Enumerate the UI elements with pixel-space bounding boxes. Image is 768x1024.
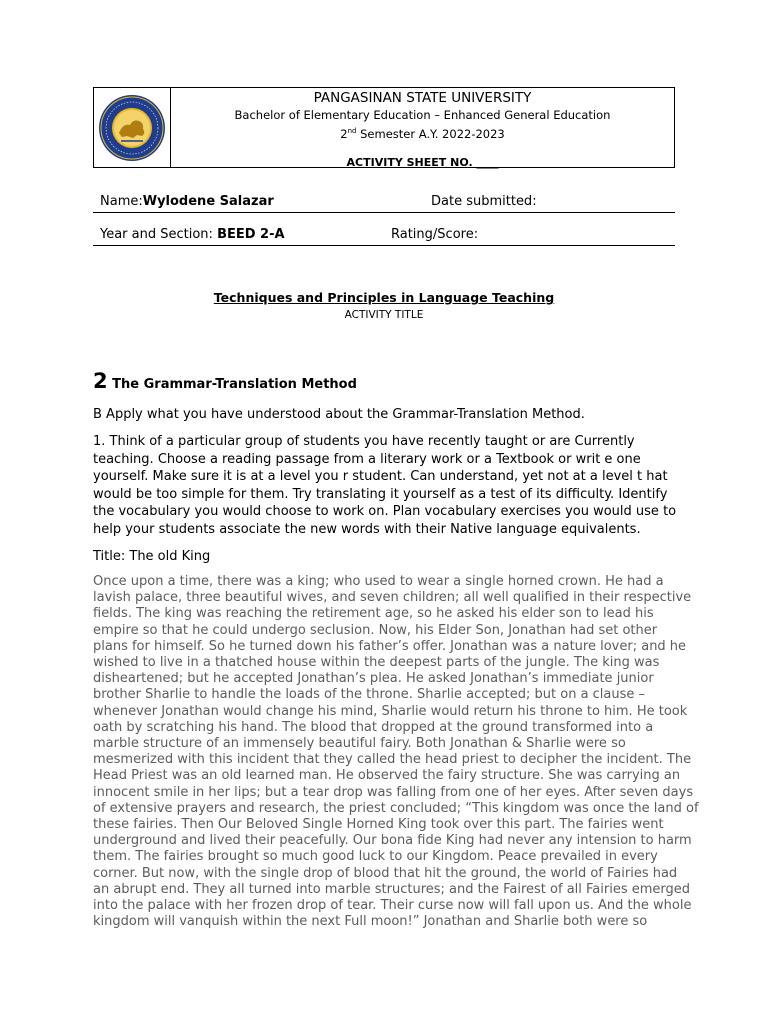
semester-line [171, 123, 674, 142]
year-value: BEED 2-A [217, 227, 285, 242]
header-text [171, 88, 674, 167]
story-line: them. The fairies brought so much good luck to our Kingdom. Peace prevailed in every [93, 849, 658, 865]
story-line: plans for himself. So he turned down his father’s offer. Jonathan was a nature lover; and he [93, 638, 687, 654]
instruction-item-1: 1. Think of a particular group of students you have recently taught or are Currently teaching. Choose a reading passage from a literary work or a Textbook or writ e one yourself. Make sure it is at a level you r student. Can understand, yet not at a level t hat would be too simple for them. Try translating it yourself as a test of its difficulty. Identify the vocabulary you would choose to work on. Plan vocabulary exercises you would use to help your students associate the new words with their Native language equivalents. [93, 434, 677, 537]
story-title: Title: The old King [93, 549, 211, 564]
story-line: an abrupt end. They all turned into marble structures; and the Fairest of all Fairies emerged [93, 881, 691, 897]
semester-suffix: nd [347, 127, 357, 135]
logo-cell [94, 88, 171, 167]
semester-number: 2 [340, 126, 348, 141]
apply-instruction: B Apply what you have understood about the Grammar-Translation Method. [93, 407, 585, 422]
section-number: 2 [93, 369, 108, 393]
header-table [93, 87, 675, 168]
date-submitted-label: Date submitted: [431, 194, 537, 209]
story-line: disheartened; but he accepted Jonathan’s plea. He asked Jonathan’s immediate junior [93, 671, 654, 687]
story-line: Once upon a time, there was a king; who used to wear a single horned crown. He had a [93, 574, 664, 589]
activity-title-label: ACTIVITY TITLE [344, 309, 424, 321]
name-label: Name: [100, 194, 143, 209]
story-line: empire so that he could undergo seclusion. Now, his Elder Son, Jonathan had set other [93, 622, 658, 638]
story-line: wished to live in a thatched house within the deepest parts of the jungle. The king was [93, 655, 660, 671]
year-row [93, 222, 675, 246]
university-name: PANGASINAN STATE UNIVERSITY [313, 90, 532, 106]
university-seal-icon [97, 93, 167, 163]
course-title: Techniques and Principles in Language Teaching [213, 290, 555, 305]
semester-text: Semester A.Y. 2022-2023 [356, 126, 505, 141]
story-body [93, 574, 699, 930]
story-line: oath by scratching his hand. The blood that dropped at the ground transformed into a [93, 719, 654, 735]
story-line: kingdom will vanquish within the next Full moon!” Jonathan and Sharlie both were so [93, 914, 648, 930]
story-line: underground and lived their peacefully. Our bona fide King had never any intension to harm [93, 833, 692, 849]
story-line: of extensive prayers and research, the priest concluded; “This kingdom was once the land of [93, 800, 699, 816]
year-field [100, 227, 285, 242]
story-line: mesmerized with this incident that they called the head priest to decipher the incident. The [93, 752, 692, 768]
story-line: fields. The king was reaching the retirement age, so he asked his elder son to lead his [93, 606, 654, 622]
activity-sheet-number: ACTIVITY SHEET NO. ____ [346, 155, 499, 169]
story-line: into the palace with her frozen drop of tear. Their curse now will fall upon us. And the whole [93, 898, 692, 914]
story-line: innocent smile in her lips; but a tear drop was falling from one of her eyes. After seven days [93, 784, 694, 800]
section-title: The Grammar-Translation Method [107, 377, 357, 392]
name-field [100, 194, 274, 209]
year-label: Year and Section: [100, 227, 218, 242]
story-line: Head Priest was an old learned man. He observed the fairy structure. She was carrying an [93, 768, 681, 784]
rating-label: Rating/Score: [391, 227, 479, 242]
section-heading [93, 369, 357, 393]
name-value: Wylodene Salazar [142, 194, 274, 209]
name-row [93, 189, 675, 213]
story-line: corner. But now, with the single drop of blood that hit the ground, the world of Fairies had [93, 865, 678, 881]
story-line: brother Sharlie to handle the loads of the throne. Sharlie accepted; but on a clause – [93, 687, 646, 703]
program-name: Bachelor of Elementary Education – Enhanced General Education [234, 108, 611, 122]
story-line: these fairies. Then Our Beloved Single Horned King took over this part. The fairies went [93, 817, 664, 833]
story-line: lavish palace, three beautiful wives, and seven children; all well qualified in their respective [93, 590, 692, 606]
story-line: marble structure of an immensely beautiful fairy. Both Jonathan & Sharlie were so [93, 736, 626, 752]
story-line: whenever Jonathan would change his mind, Sharlie would return his throne to him. He took [93, 703, 688, 719]
